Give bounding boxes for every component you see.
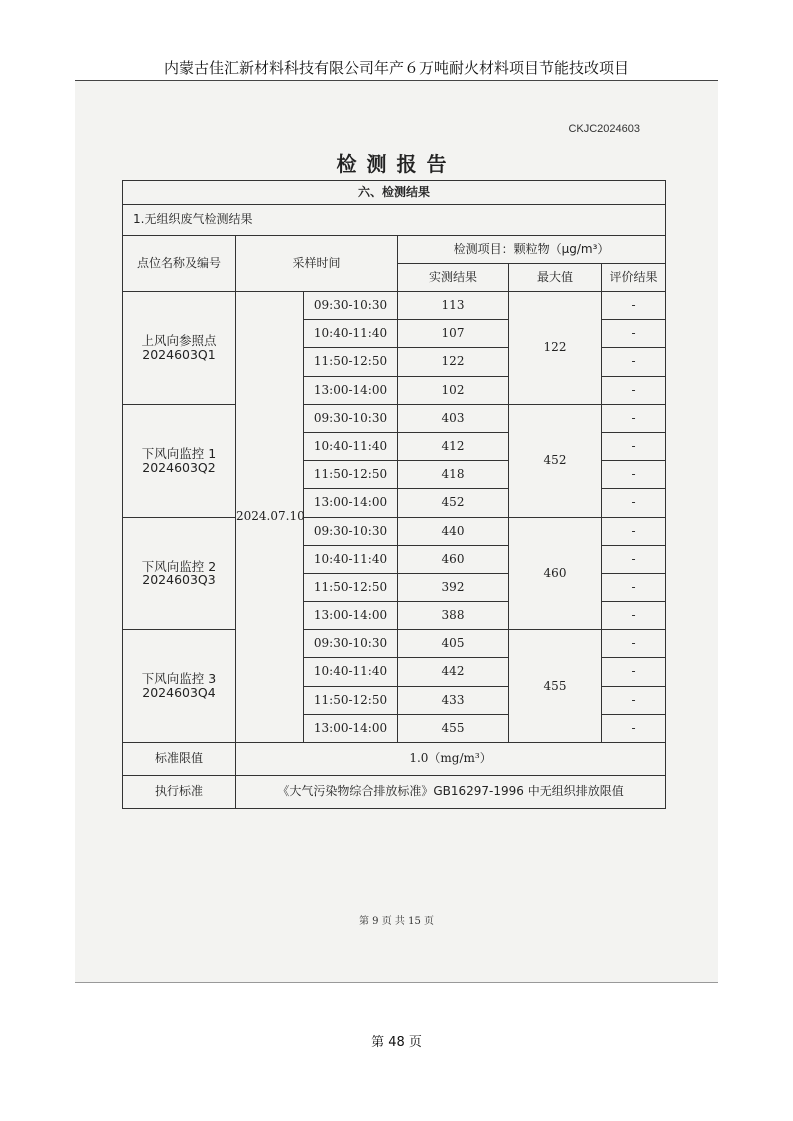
col-max-header: 最大值 bbox=[509, 264, 602, 292]
measured-value: 440 bbox=[398, 517, 509, 545]
measured-value: 442 bbox=[398, 658, 509, 686]
evaluation-result: - bbox=[602, 404, 666, 432]
sampling-time: 11:50-12:50 bbox=[304, 573, 398, 601]
measured-value: 113 bbox=[398, 292, 509, 320]
measured-value: 412 bbox=[398, 432, 509, 460]
point-name: 下风向监控 3 bbox=[141, 671, 217, 687]
standard-value: 《大气污染物综合排放标准》GB16297-1996 中无组织排放限值 bbox=[236, 776, 666, 809]
measured-value: 388 bbox=[398, 602, 509, 630]
table-row bbox=[123, 630, 666, 658]
section-title: 六、检测结果 bbox=[123, 181, 666, 205]
sampling-time: 13:00-14:00 bbox=[304, 376, 398, 404]
measured-value: 455 bbox=[398, 714, 509, 742]
inner-page-number: 第 9 页 共 15 页 bbox=[359, 916, 434, 927]
measured-value: 107 bbox=[398, 320, 509, 348]
measured-value: 418 bbox=[398, 461, 509, 489]
point-code: 2024603Q1 bbox=[142, 346, 216, 362]
point-cell bbox=[123, 292, 236, 405]
col-point-header: 点位名称及编号 bbox=[123, 236, 236, 292]
doc-code: CKJC2024603 bbox=[568, 123, 640, 135]
evaluation-result: - bbox=[602, 320, 666, 348]
sampling-time: 10:40-11:40 bbox=[304, 432, 398, 460]
point-name: 下风向监控 1 bbox=[141, 445, 217, 461]
outer-page-number: 第 48 页 bbox=[371, 1035, 422, 1050]
evaluation-result: - bbox=[602, 348, 666, 376]
max-value: 455 bbox=[509, 630, 602, 743]
sampling-time: 09:30-10:30 bbox=[304, 292, 398, 320]
evaluation-result: - bbox=[602, 602, 666, 630]
measured-value: 452 bbox=[398, 489, 509, 517]
scan-bottom-edge bbox=[75, 982, 718, 983]
evaluation-result: - bbox=[602, 461, 666, 489]
max-value: 460 bbox=[509, 517, 602, 630]
max-value: 122 bbox=[509, 292, 602, 405]
sampling-time: 13:00-14:00 bbox=[304, 602, 398, 630]
measured-value: 405 bbox=[398, 630, 509, 658]
evaluation-result: - bbox=[602, 376, 666, 404]
evaluation-result: - bbox=[602, 630, 666, 658]
sampling-time: 11:50-12:50 bbox=[304, 348, 398, 376]
table-row bbox=[123, 517, 666, 545]
sampling-date: 2024.07.10 bbox=[236, 292, 304, 743]
point-code: 2024603Q2 bbox=[142, 459, 216, 475]
evaluation-result: - bbox=[602, 686, 666, 714]
evaluation-result: - bbox=[602, 714, 666, 742]
point-name: 上风向参照点 bbox=[141, 333, 217, 349]
sampling-time: 09:30-10:30 bbox=[304, 517, 398, 545]
evaluation-result: - bbox=[602, 573, 666, 601]
sampling-time: 13:00-14:00 bbox=[304, 489, 398, 517]
measured-value: 403 bbox=[398, 404, 509, 432]
sampling-time: 11:50-12:50 bbox=[304, 686, 398, 714]
col-eval-header: 评价结果 bbox=[602, 264, 666, 292]
sampling-time: 10:40-11:40 bbox=[304, 545, 398, 573]
measured-value: 102 bbox=[398, 376, 509, 404]
point-cell bbox=[123, 517, 236, 630]
table-row bbox=[123, 292, 666, 320]
point-cell bbox=[123, 404, 236, 517]
evaluation-result: - bbox=[602, 489, 666, 517]
limit-label: 标准限值 bbox=[123, 743, 236, 776]
evaluation-result: - bbox=[602, 658, 666, 686]
page-header: 内蒙古佳汇新材料科技有限公司年产６万吨耐火材料项目节能技改项目 bbox=[163, 59, 629, 77]
evaluation-result: - bbox=[602, 545, 666, 573]
sampling-time: 13:00-14:00 bbox=[304, 714, 398, 742]
evaluation-result: - bbox=[602, 517, 666, 545]
measured-value: 460 bbox=[398, 545, 509, 573]
point-code: 2024603Q3 bbox=[142, 572, 216, 588]
col-item-header: 检测项目：颗粒物（μg/m³） bbox=[398, 236, 666, 264]
measured-value: 433 bbox=[398, 686, 509, 714]
sampling-time: 10:40-11:40 bbox=[304, 658, 398, 686]
table-row bbox=[123, 404, 666, 432]
measured-value: 392 bbox=[398, 573, 509, 601]
measured-value: 122 bbox=[398, 348, 509, 376]
sampling-time: 10:40-11:40 bbox=[304, 320, 398, 348]
standard-label: 执行标准 bbox=[123, 776, 236, 809]
sampling-time: 09:30-10:30 bbox=[304, 404, 398, 432]
point-name: 下风向监控 2 bbox=[141, 558, 217, 574]
evaluation-result: - bbox=[602, 432, 666, 460]
col-time-header: 采样时间 bbox=[236, 236, 398, 292]
point-code: 2024603Q4 bbox=[142, 685, 216, 701]
subsection-title: 1.无组织废气检测结果 bbox=[123, 205, 666, 236]
max-value: 452 bbox=[509, 404, 602, 517]
limit-value: 1.0（mg/m³） bbox=[236, 743, 666, 776]
sampling-time: 11:50-12:50 bbox=[304, 461, 398, 489]
col-measured-header: 实测结果 bbox=[398, 264, 509, 292]
report-title: 检测报告 bbox=[336, 152, 457, 176]
evaluation-result: - bbox=[602, 292, 666, 320]
point-cell bbox=[123, 630, 236, 743]
results-table bbox=[122, 180, 666, 809]
sampling-time: 09:30-10:30 bbox=[304, 630, 398, 658]
